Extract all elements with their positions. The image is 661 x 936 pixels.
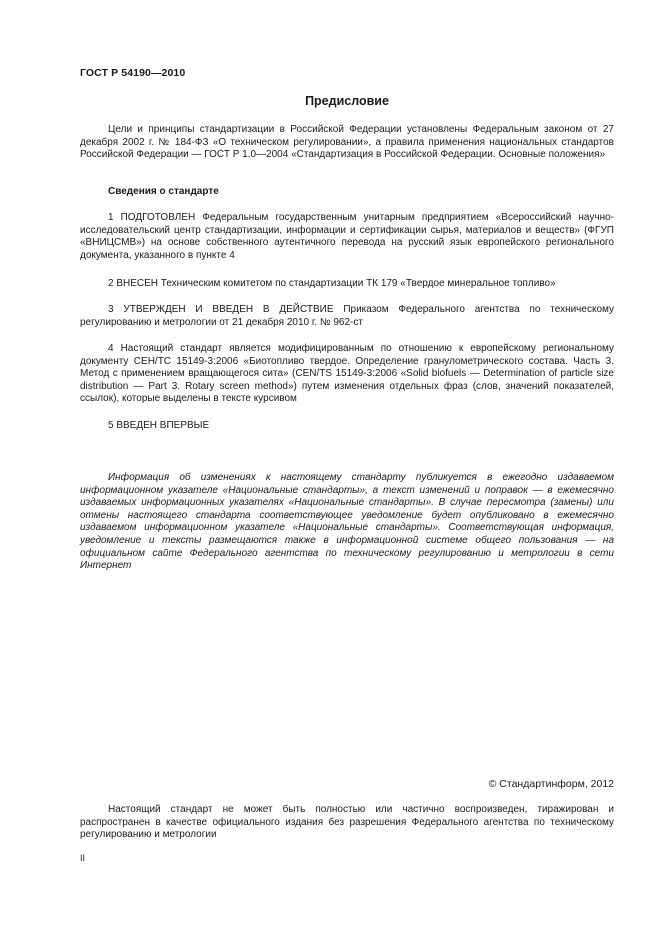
reproduction-notice-paragraph: Настоящий стандарт не может быть полностью или частично воспроизведен, тиражирован и распространен в качестве официального издания без разрешения Федерального агентства по техническому регулированию и метрологии bbox=[80, 804, 614, 841]
page-title: Предисловие bbox=[305, 94, 389, 108]
item-4-paragraph: 4 Настоящий стандарт является модифицированным по отношению к европейскому региональному документу CEH/TC 15149-3:2006 «Биотопливо твердое. Определение гранулометрического состава. Часть 3. Метод с применением вращающегося сита» (CEN/TS 15149-3:2006 «Solid biofuels — Determination of particle size distribution — Part 3. Rotary screen method») путем изменения отдельных фраз (слов, значений показателей, ссылок), которые выделены в тексте курсивом bbox=[80, 343, 614, 405]
item-1-paragraph: 1 ПОДГОТОВЛЕН Федеральным государственным унитарным предприятием «Всероссийский научно-исследовательский центр стандартизации, информации и сертификации сырья, материалов и веществ» (ФГУП «ВНИЦСМВ») на основе собственного аутентичного перевода на русский язык европейского регионального документа, указанного в пункте 4 bbox=[80, 212, 614, 261]
item-2-paragraph: 2 ВНЕСЕН Техническим комитетом по стандартизации ТК 179 «Твердое минеральное топливо» bbox=[108, 278, 556, 289]
item-3-paragraph: 3 УТВЕРЖДЕН И ВВЕДЕН В ДЕЙСТВИЕ Приказом Федерального агентства по техническому регулированию и метрологии от 21 декабря 2010 г. № 962-ст bbox=[80, 304, 614, 328]
page-number: II bbox=[80, 853, 86, 863]
item-5-paragraph: 5 ВВЕДЕН ВПЕРВЫЕ bbox=[108, 420, 210, 431]
section-heading: Сведения о стандарте bbox=[108, 186, 219, 197]
copyright-line: © Стандартинформ, 2012 bbox=[488, 778, 614, 790]
standard-code-header: ГОСТ Р 54190—2010 bbox=[80, 67, 186, 79]
intro-paragraph: Цели и принципы стандартизации в Российской Федерации установлены Федеральным законом от 27 декабря 2002 г. № 184-ФЗ «О техническом регулировании», а правила применения национальных стандартов Российской Федерации — ГОСТ Р 1.0—2004 «Стандартизация в Российской Федерации. Основные положения» bbox=[80, 124, 614, 161]
info-notice-paragraph: Информация об изменениях к настоящему стандарту публикуется в ежегодно издаваемом информационном указателе «Национальные стандарты», а текст изменений и поправок — в ежемесячно издаваемых информационных указателях «Национальные стандарты». В случае пересмотра (замены) или отмены настоящего стандарта соответствующее уведомление будет опубликовано в ежемесячно издаваемом информационном указателе «Национальные стандарты». Соответствующая информация, уведомление и тексты размещаются также в информационной системе общего пользования — на официальном сайте Федерального агентства по техническому регулированию и метрологии в сети Интернет bbox=[80, 472, 614, 572]
